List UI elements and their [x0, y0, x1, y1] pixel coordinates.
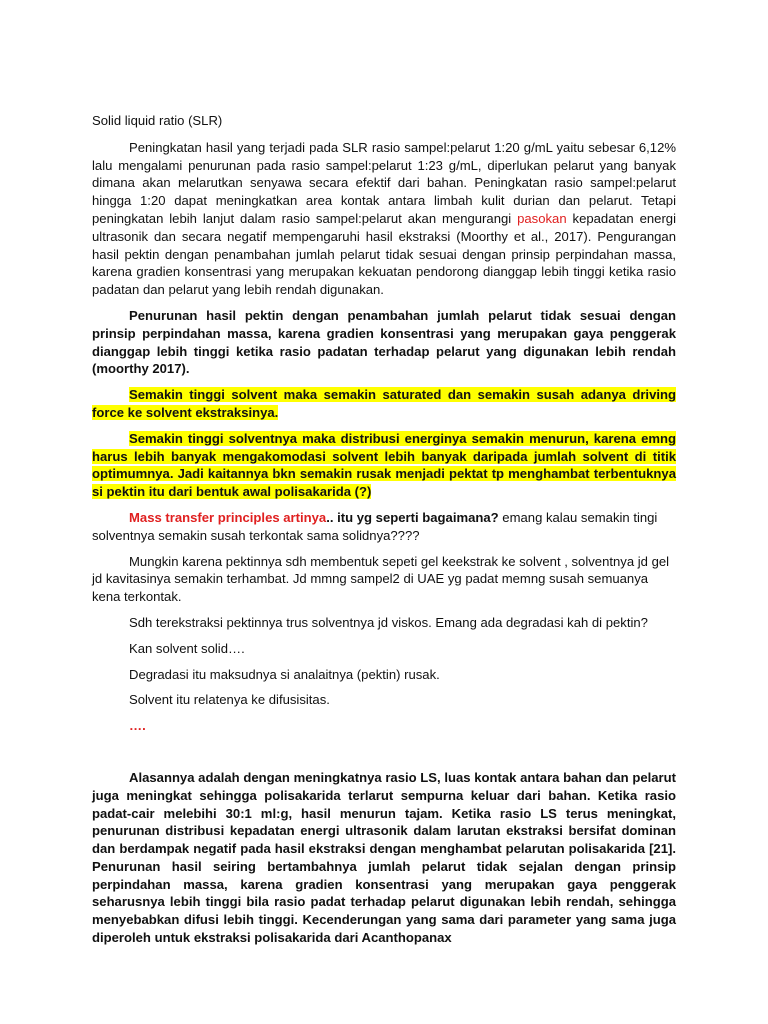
paragraph-6: Mungkin karena pektinnya sdh membentuk sepeti gel keekstrak ke solvent , solventnya jd gel jd kavitasinya semakin terhambat. Jd mmng sampel2 di UAE yg padat memng susah semuanya kena terkontak. — [92, 553, 670, 605]
spacer — [92, 735, 676, 769]
paragraph-1-text-a: Peningkatan hasil yang terjadi pada SLR rasio sampel:pelarut 1:20 g/mL yaitu sebesar 6,12% lalu mengalami penurunan pada rasio sampel:pelarut 1:23 g/mL, diperlukan pelarut yang banyak dimana akan melarutkan senyawa secara efektif dari bahan. Peningkatan rasio sampel:pelarut hingga 1:20 dapat meningkatkan area kontak antara limbah kulit durian dan pelarut. Tetapi peningkatan lebih lanjut dalam rasio sampel:pelarut akan mengurangi — [92, 139, 676, 226]
red-word-pasokan: pasokan — [517, 210, 567, 226]
ellipsis-red: …. — [129, 718, 146, 734]
paragraph-9: Degradasi itu maksudnya si analaitnya (pektin) rusak. — [129, 666, 440, 682]
paragraph-2: Penurunan hasil pektin dengan penambahan jumlah pelarut tidak sesuai dengan prinsip perpindahan massa, karena gradien konsentrasi yang merupakan gaya penggerak dianggap lebih tinggi ketika rasio padatan terhadap pelarut yang digunakan lebih rendah (moorthy 2017). — [92, 307, 676, 377]
highlight-4: Semakin tinggi solventnya maka distribusi energinya semakin menurun, karena emng harus lebih banyak mengakomodasi solvent lebih banyak daripada jumlah solvent di titik optimumnya. Jadi kaitannya bkn semakin rusak menjadi pektat tp menghambat terbentuknya si pektin itu dari bentuk awal polisakarida (?) — [92, 430, 676, 500]
paragraph-12: Alasannya adalah dengan meningkatnya rasio LS, luas kontak antara bahan dan pelarut juga meningkat sehingga polisakarida terlarut sempurna keluar dari bahan. Ketika rasio padat-cair melebihi 30:1 ml:g, hasil menurun tajam. Ketika rasio LS terus meningkat, penurunan distribusi kepadatan energi ultrasonik dalam larutan ekstraksi bersifat dominan dan berdampak negatif pada hasil ekstraksi dengan menghambat pelarutan polisakarida [21]. Penurunan hasil seiring bertambahnya jumlah pelarut tidak sejalan dengan prinsip perpindahan massa, karena gradien konsentrasi yang merupakan gaya penggerak seharusnya lebih tinggi bila rasio padat terhadap pelarut digunakan lebih rendah, sehingga menyebabkan difusi lebih tinggi. Kecenderungan yang sama dari parameter yang sama juga diperoleh untuk ekstraksi polisakarida dari Acanthopanax — [92, 769, 676, 946]
document-body — [92, 112, 676, 955]
paragraph-4-highlighted — [92, 430, 676, 501]
paragraph-1-text-b: kepadatan energi ultrasonik dan secara negatif mempengaruhi hasil ekstraksi (Moorthy et al., 2017). Pengurangan hasil pektin dengan penambahan jumlah pelarut tidak sesuai dengan prinsip perpindahan massa, karena gradien konsentrasi yang merupakan kekuatan pendorong dianggap lebih tinggi ketika rasio padatan dan pelarut yang lebih rendah digunakan. — [92, 210, 676, 298]
paragraph-1 — [92, 139, 676, 299]
highlight-3: Semakin tinggi solvent maka semakin saturated dan semakin susah adanya driving force ke solvent ekstraksinya. — [92, 387, 676, 420]
section-heading: Solid liquid ratio (SLR) — [92, 113, 223, 128]
paragraph-5 — [92, 509, 676, 545]
paragraph-5-text: emang kalau semakin tingi solventnya semakin susah terkontak sama solidnya???? — [92, 509, 658, 543]
paragraph-10: Solvent itu relatenya ke difusisitas. — [129, 692, 330, 708]
question-phrase: .. itu yg seperti bagaimana? — [326, 509, 499, 525]
paragraph-3-highlighted — [92, 386, 676, 422]
paragraph-7: Sdh terekstraksi pektinnya trus solventnya jd viskos. Emang ada degradasi kah di pektin? — [129, 614, 648, 630]
mass-transfer-phrase: Mass transfer principles artinya — [129, 509, 327, 525]
paragraph-8: Kan solvent solid…. — [129, 640, 245, 656]
